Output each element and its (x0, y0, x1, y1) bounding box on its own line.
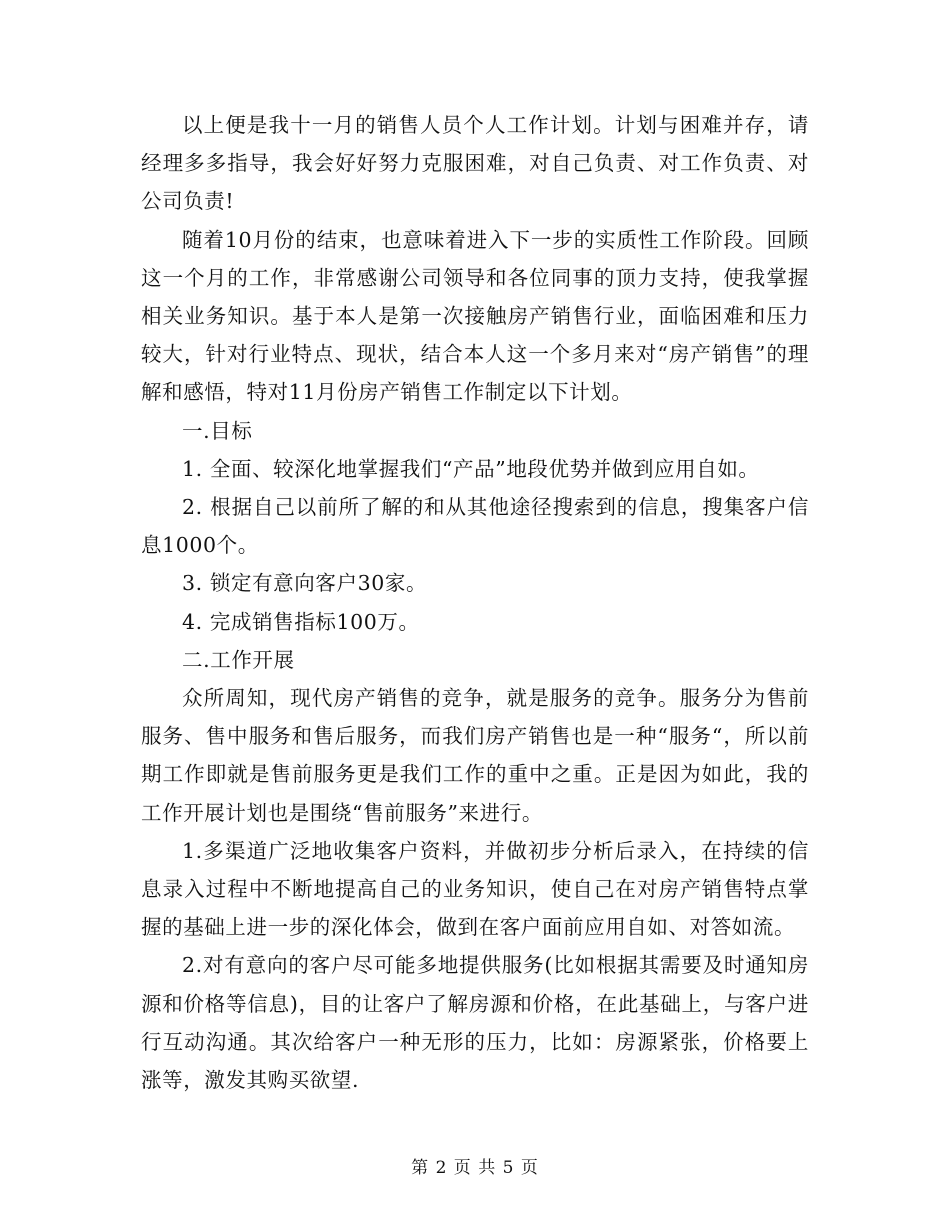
goal-item-1: 1. 全面、较深化地掌握我们“产品”地段优势并做到应用自如。 (182, 456, 760, 481)
work-item-1: 1.多渠道广泛地收集客户资料，并做初步分析后录入，在持续的信息录入过程中不断地提高自己的业务知识，使自己在对房产销售特点掌握的基础上进一步的深化体会，做到在客户面前应用自如、对答如流。 (141, 838, 809, 940)
page-number: 第 2 页 共 5 页 (411, 1158, 539, 1178)
page-footer (0, 1153, 950, 1178)
paragraph-service: 众所周知，现代房产销售的竞争，就是服务的竞争。服务分为售前服务、售中服务和售后服务，而我们房产销售也是一种“服务“，所以前期工作即就是售前服务更是我们工作的重中之重。正是因为如此，我的工作开展计划也是围绕“售前服务”来进行。 (141, 686, 809, 825)
goal-item-4: 4. 完成销售指标100万。 (182, 609, 420, 634)
paragraph-closing: 以上便是我十一月的销售人员个人工作计划。计划与困难并存，请经理多多指导，我会好好努力克服困难，对自己负责、对工作负责、对公司负责! (141, 113, 809, 214)
section-heading-goals: 一.目标 (182, 418, 253, 443)
paragraph-intro: 随着10月份的结束，也意味着进入下一步的实质性工作阶段。回顾这一个月的工作，非常感谢公司领导和各位同事的顶力支持，使我掌握相关业务知识。基于本人是第一次接触房产销售行业，面临困难和压力较大，针对行业特点、现状，结合本人这一个多月来对“房产销售”的理解和感悟，特对11月份房产销售工作制定以下计划。 (141, 227, 809, 405)
work-item-2: 2.对有意向的客户尽可能多地提供服务(比如根据其需要及时通知房源和价格等信息)，目的让客户了解房源和价格，在此基础上，与客户进行互动沟通。其次给客户一种无形的压力，比如：房源紧张，价格要上涨等，激发其购买欲望. (141, 953, 809, 1093)
document-page (141, 106, 809, 1099)
section-heading-work: 二.工作开展 (182, 647, 295, 672)
goal-item-2: 2. 根据自己以前所了解的和从其他途径搜索到的信息，搜集客户信息1000个。 (141, 495, 809, 558)
goal-item-3: 3. 锁定有意向客户30家。 (182, 571, 428, 596)
